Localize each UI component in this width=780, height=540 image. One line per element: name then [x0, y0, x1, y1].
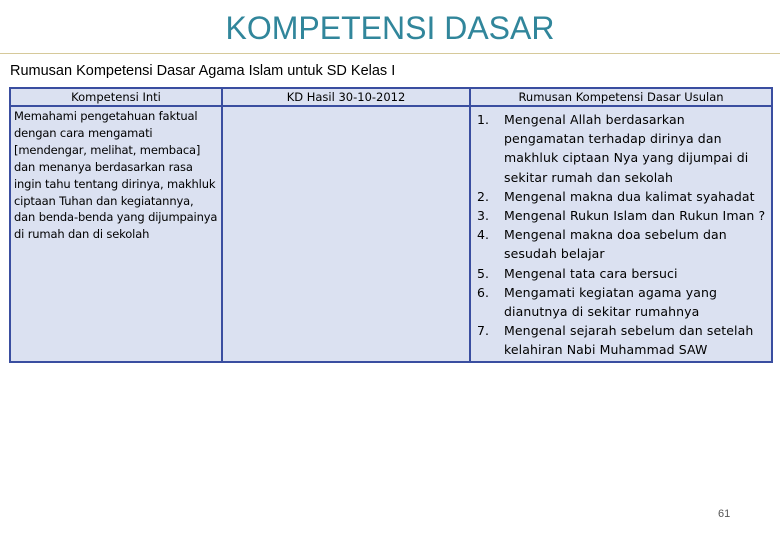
- list-item: [477, 187, 769, 206]
- list-item-number: 5.: [477, 265, 490, 281]
- list-item-text: Mengenal tata cara bersuci: [504, 265, 678, 281]
- list-item: [477, 283, 769, 321]
- list-item-number: 4.: [477, 227, 490, 243]
- header-rumusan-usulan: Rumusan Kompetensi Dasar Usulan: [470, 88, 772, 106]
- list-item-text: Mengenal sejarah sebelum dan setelah kelahiran Nabi Muhammad SAW: [504, 323, 754, 358]
- list-item-text: Mengenal Rukun Islam dan Rukun Iman ?: [504, 208, 766, 224]
- table-row: [10, 106, 772, 362]
- slide-title: KOMPETENSI DASAR: [225, 10, 555, 46]
- kd-hasil-cell: [222, 106, 470, 362]
- list-item-text: Mengamati kegiatan agama yang dianutnya di sekitar rumahnya: [504, 284, 718, 320]
- table-header-row: [10, 88, 772, 106]
- list-item-text: Mengenal makna doa sebelum dan sesudah belajar: [504, 227, 727, 262]
- header-kd-hasil: KD Hasil 30-10-2012: [222, 88, 470, 106]
- list-item-number: 3.: [477, 208, 490, 224]
- list-item-number: 6.: [477, 284, 490, 300]
- header-kompetensi-inti: Kompetensi Inti: [10, 88, 222, 106]
- list-item: [477, 225, 769, 263]
- title-divider: [0, 53, 780, 54]
- list-item: [477, 110, 769, 187]
- slide-subtitle: Rumusan Kompetensi Dasar Agama Islam untuk SD Kelas I: [10, 63, 396, 79]
- list-item-text: Mengenal makna dua kalimat syahadat: [504, 188, 755, 204]
- list-item-text: Mengenal Allah berdasarkan pengamatan terhadap dirinya dan makhluk ciptaan Nya yang dijumpai di sekitar rumah dan sekolah: [504, 112, 749, 185]
- list-item: [477, 206, 769, 225]
- list-item: [477, 264, 769, 283]
- kompetensi-inti-cell: Memahami pengetahuan faktual dengan cara mengamati [mendengar, melihat, membaca] dan menanya berdasarkan rasa ingin tahu tentang dirinya, makhluk ciptaan Tuhan dan kegiatannya, dan benda-benda yang dijumpainya di rumah dan di sekolah: [10, 106, 222, 362]
- list-item-number: 7.: [477, 323, 490, 339]
- rumusan-usulan-cell: [470, 106, 772, 362]
- list-item-number: 2.: [477, 188, 490, 204]
- list-item: [477, 321, 769, 359]
- kompetensi-table: [9, 87, 773, 363]
- list-item-number: 1.: [477, 112, 490, 127]
- page-number: 61: [718, 508, 731, 520]
- usulan-list: [477, 110, 769, 360]
